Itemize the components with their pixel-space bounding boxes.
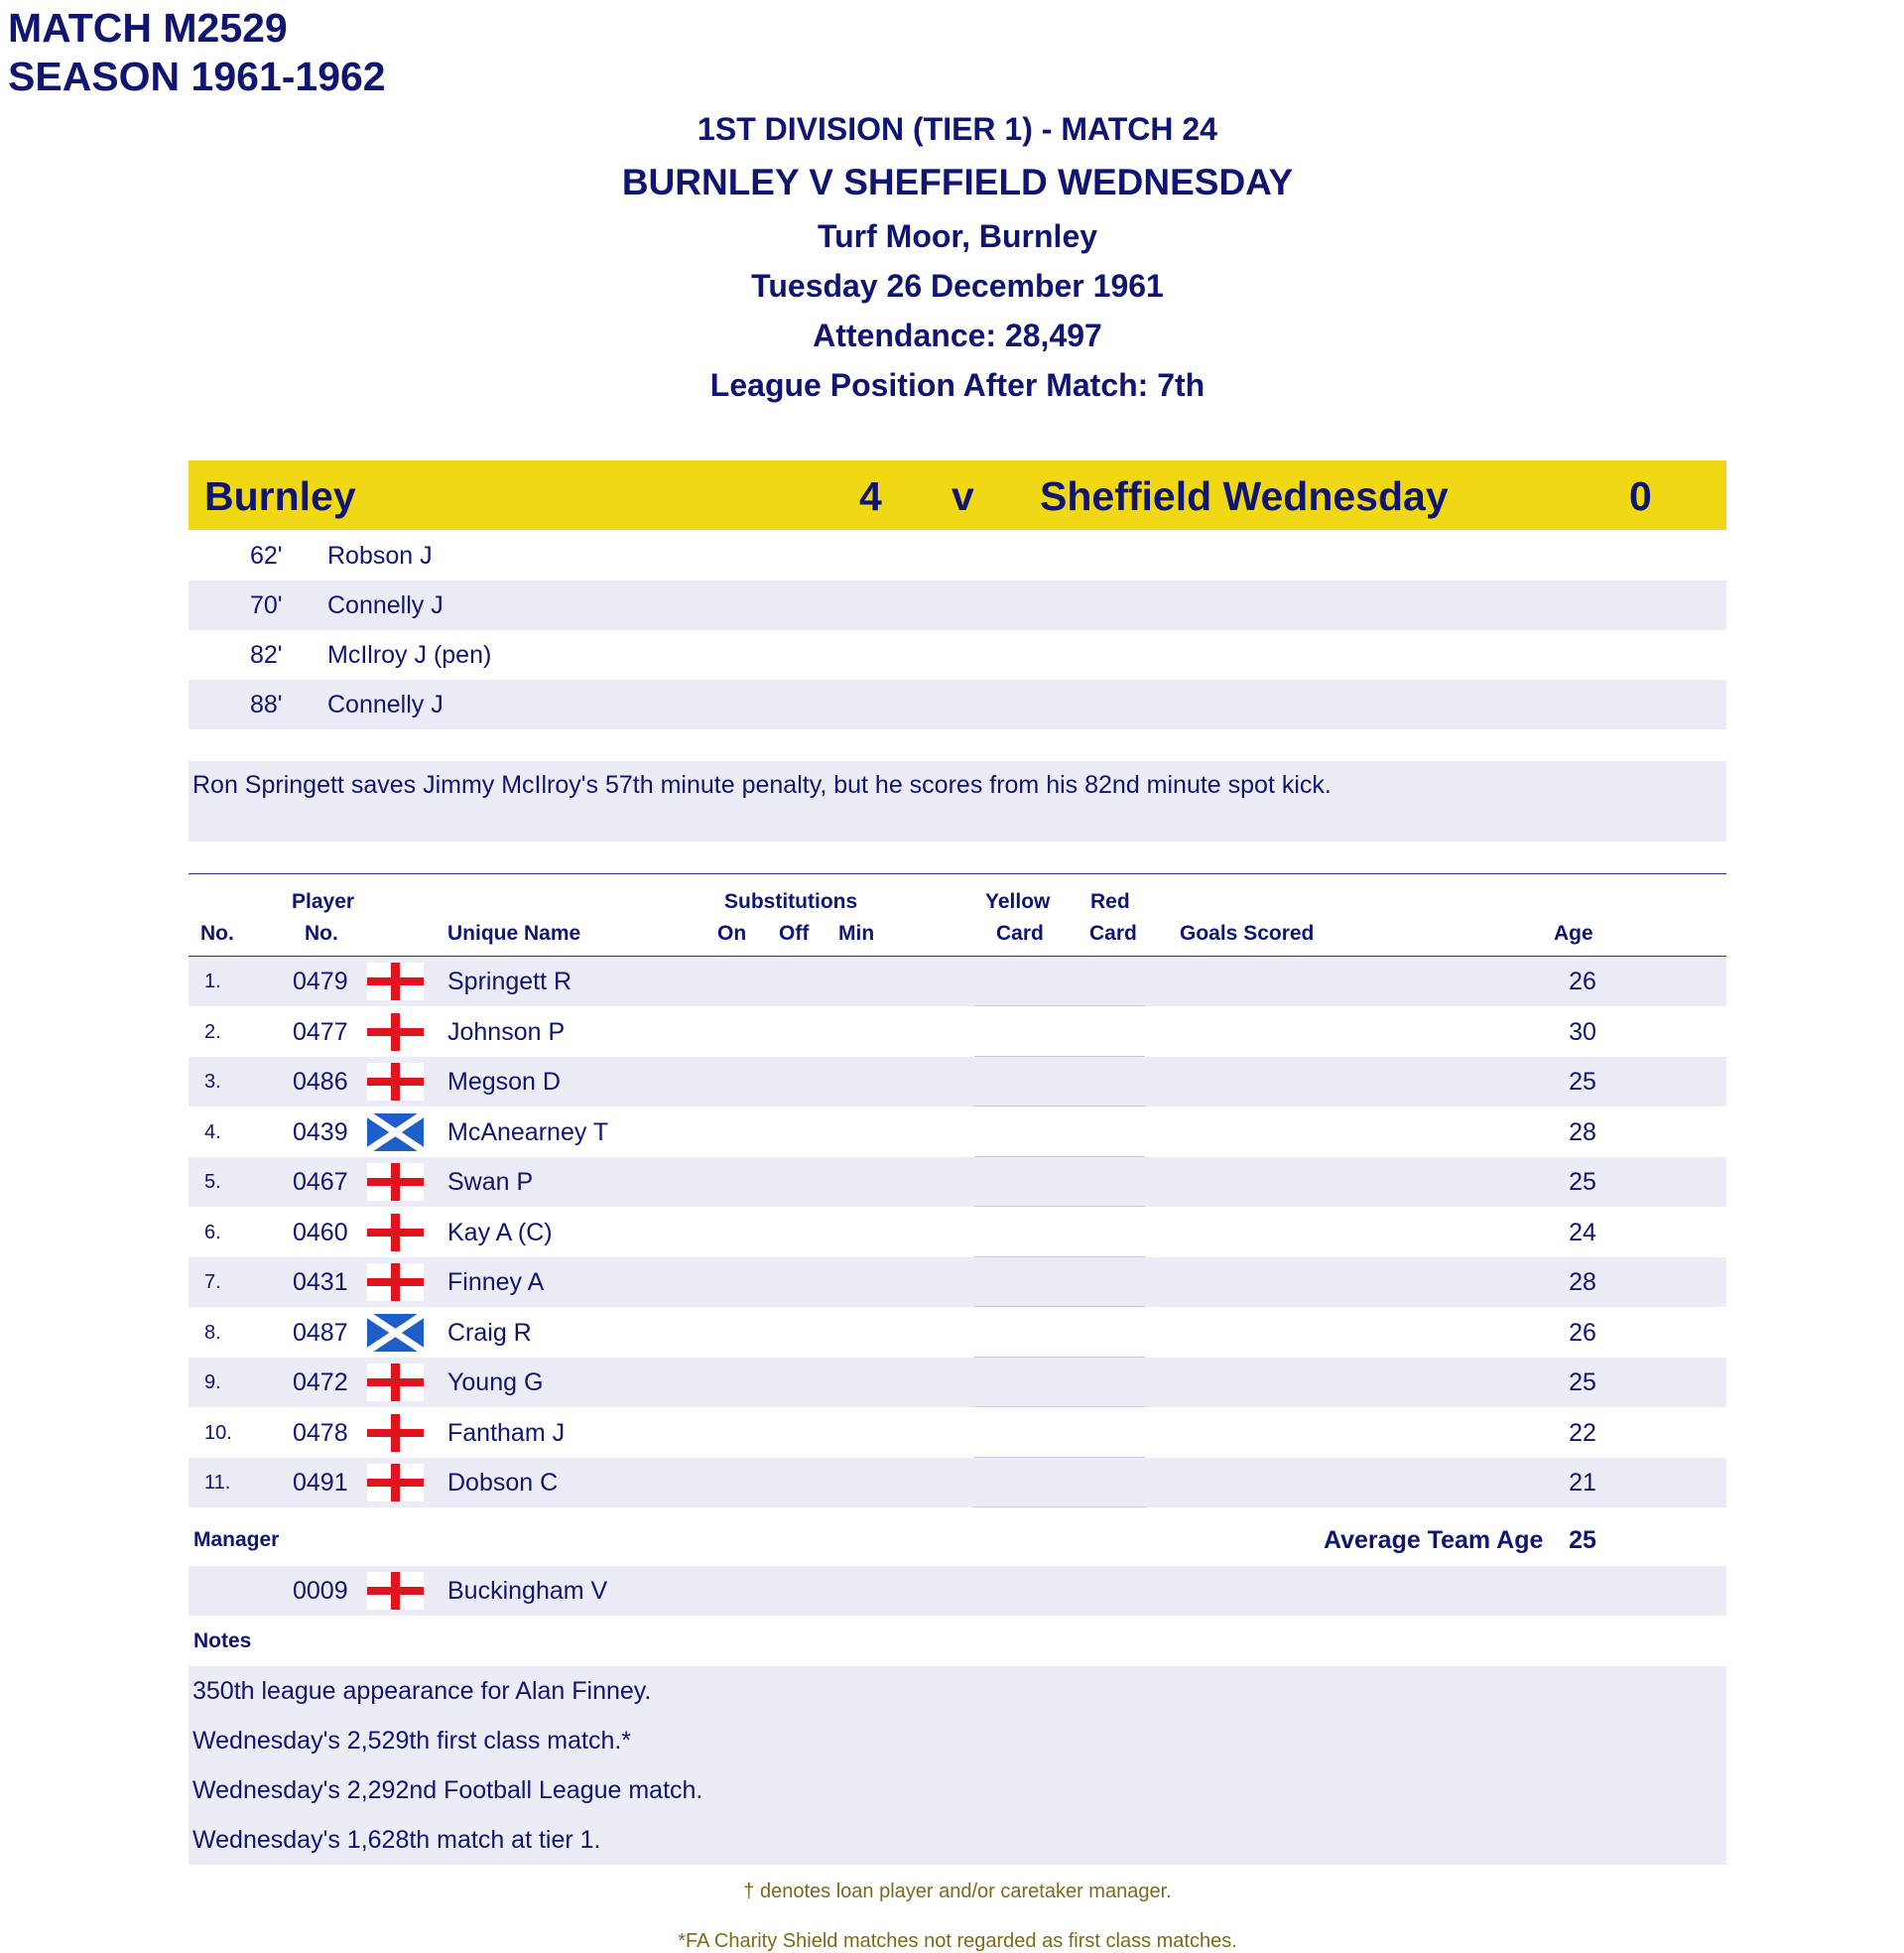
player-name: Young G [447, 1368, 544, 1396]
player-row [189, 1358, 1726, 1407]
player-age: 26 [1569, 968, 1596, 995]
player-index: 8. [204, 1322, 221, 1344]
card-cells [974, 958, 1145, 1006]
goal-scorer: McIlroy J (pen) [327, 641, 492, 669]
goal-row [189, 581, 1726, 630]
player-age: 28 [1569, 1118, 1596, 1146]
col-sub-off: Off [779, 922, 810, 945]
manager-name: Buckingham V [447, 1577, 608, 1605]
footnote-charity: *FA Charity Shield matches not regarded as first class matches. [678, 1930, 1237, 1952]
goal-scorer: Robson J [327, 542, 433, 570]
player-age: 30 [1569, 1018, 1596, 1046]
col-sub-on: On [717, 922, 747, 945]
player-age: 21 [1569, 1469, 1596, 1497]
card-cells [974, 1008, 1145, 1057]
away-score: 0 [1629, 473, 1652, 519]
goal-row [189, 531, 1726, 581]
season: SEASON 1961-1962 [8, 54, 386, 99]
player-number: 0439 [293, 1118, 348, 1146]
player-age: 25 [1569, 1168, 1596, 1196]
player-index: 9. [204, 1371, 221, 1393]
footnote-loan: † denotes loan player and/or caretaker manager. [743, 1881, 1172, 1902]
manager-row [189, 1566, 1726, 1616]
scotland-flag-icon [367, 1113, 424, 1151]
player-row [189, 1157, 1726, 1207]
manager-number: 0009 [293, 1577, 348, 1605]
player-number: 0431 [293, 1268, 348, 1296]
england-flag-icon [367, 1063, 424, 1101]
england-flag-icon [367, 1214, 424, 1251]
player-number: 0491 [293, 1469, 348, 1497]
manager-label: Manager [193, 1528, 280, 1551]
venue: Turf Moor, Burnley [817, 218, 1098, 254]
player-index: 11. [204, 1472, 231, 1494]
col-yellow-top: Yellow [985, 890, 1051, 913]
card-cells [974, 1309, 1145, 1358]
average-age-label: Average Team Age [1324, 1526, 1544, 1554]
goal-scorer: Connelly J [327, 691, 444, 718]
player-name: Kay A (C) [447, 1219, 553, 1246]
player-age: 22 [1569, 1419, 1596, 1447]
col-player-top: Player [292, 890, 355, 913]
player-row [189, 957, 1726, 1006]
card-cells [974, 1058, 1145, 1107]
player-row [189, 1458, 1726, 1507]
goal-scorer: Connelly J [327, 591, 444, 619]
player-index: 4. [204, 1121, 221, 1143]
player-row [189, 1308, 1726, 1358]
goal-minute: 88' [250, 691, 283, 718]
player-row [189, 1057, 1726, 1107]
note-item [189, 1666, 1726, 1716]
col-player-bottom: No. [305, 922, 338, 945]
col-no: No. [200, 922, 234, 945]
away-team: Sheffield Wednesday [1040, 473, 1449, 519]
league-position: League Position After Match: 7th [709, 367, 1206, 403]
goal-minute: 62' [250, 542, 283, 570]
england-flag-icon [367, 963, 424, 1000]
col-age: Age [1554, 922, 1593, 945]
table-top-rule [189, 873, 1726, 874]
match-comment-text: Ron Springett saves Jimmy McIlroy's 57th minute penalty, but he scores from his 82nd minute spot kick. [192, 771, 1332, 799]
player-name: Craig R [447, 1319, 532, 1347]
player-age: 28 [1569, 1268, 1596, 1296]
player-row [189, 1208, 1726, 1257]
player-number: 0472 [293, 1368, 348, 1396]
competition: 1ST DIVISION (TIER 1) - MATCH 24 [698, 111, 1217, 147]
score-bar [189, 460, 1726, 530]
card-cells [974, 1258, 1145, 1307]
player-age: 25 [1569, 1068, 1596, 1096]
england-flag-icon [367, 1013, 424, 1051]
match-comment [189, 761, 1726, 842]
player-number: 0477 [293, 1018, 348, 1046]
attendance: Attendance: 28,497 [813, 318, 1102, 353]
player-name: Fantham J [447, 1419, 566, 1447]
note-text: 350th league appearance for Alan Finney. [192, 1677, 652, 1705]
england-flag-icon [367, 1263, 424, 1301]
player-age: 26 [1569, 1319, 1596, 1347]
player-age: 25 [1569, 1368, 1596, 1396]
note-text: Wednesday's 1,628th match at tier 1. [192, 1826, 601, 1854]
col-sub-min: Min [838, 922, 875, 945]
home-team: Burnley [204, 473, 356, 519]
match-date: Tuesday 26 December 1961 [751, 268, 1164, 304]
card-cells [974, 1158, 1145, 1207]
player-index: 10. [204, 1422, 232, 1444]
player-row [189, 1007, 1726, 1057]
player-index: 6. [204, 1222, 221, 1243]
average-age-value: 25 [1569, 1526, 1596, 1554]
col-red-bottom: Card [1089, 922, 1137, 945]
col-goals-scored: Goals Scored [1180, 922, 1315, 945]
card-cells [974, 1359, 1145, 1407]
player-number: 0478 [293, 1419, 348, 1447]
note-text: Wednesday's 2,292nd Football League match. [192, 1776, 703, 1804]
home-score: 4 [859, 473, 882, 519]
scotland-flag-icon [367, 1314, 424, 1352]
player-number: 0467 [293, 1168, 348, 1196]
goal-row [189, 630, 1726, 680]
player-index: 1. [204, 971, 221, 992]
card-cells [974, 1459, 1145, 1507]
match-id: MATCH M2529 [8, 5, 288, 51]
note-item [189, 1815, 1726, 1865]
card-cells [974, 1108, 1145, 1157]
player-row [189, 1408, 1726, 1458]
player-index: 3. [204, 1071, 221, 1093]
notes-label: Notes [193, 1629, 252, 1652]
player-name: Finney A [447, 1268, 545, 1296]
col-red-top: Red [1090, 890, 1130, 913]
col-substitutions: Substitutions [724, 890, 858, 913]
player-row [189, 1107, 1726, 1157]
player-number: 0487 [293, 1319, 348, 1347]
player-name: Johnson P [447, 1018, 566, 1046]
player-row [189, 1257, 1726, 1307]
player-number: 0479 [293, 968, 348, 995]
england-flag-icon [367, 1364, 424, 1401]
col-yellow-bottom: Card [996, 922, 1044, 945]
player-index: 5. [204, 1171, 221, 1193]
note-text: Wednesday's 2,529th first class match.* [192, 1727, 632, 1755]
england-flag-icon [367, 1163, 424, 1201]
england-flag-icon [367, 1464, 424, 1501]
player-name: Dobson C [447, 1469, 559, 1497]
card-cells [974, 1209, 1145, 1257]
versus: v [952, 473, 974, 519]
goal-row [189, 680, 1726, 729]
player-name: Springett R [447, 968, 572, 995]
player-age: 24 [1569, 1219, 1596, 1246]
goal-minute: 82' [250, 641, 283, 669]
goal-minute: 70' [250, 591, 283, 619]
player-name: Swan P [447, 1168, 534, 1196]
player-index: 7. [204, 1271, 221, 1293]
player-index: 2. [204, 1021, 221, 1043]
england-flag-icon [367, 1572, 424, 1610]
player-number: 0486 [293, 1068, 348, 1096]
player-name: Megson D [447, 1068, 561, 1096]
note-item [189, 1765, 1726, 1815]
card-cells [974, 1409, 1145, 1458]
fixture: BURNLEY V SHEFFIELD WEDNESDAY [621, 162, 1294, 202]
player-number: 0460 [293, 1219, 348, 1246]
england-flag-icon [367, 1414, 424, 1452]
col-unique-name: Unique Name [447, 922, 581, 945]
player-name: McAnearney T [447, 1118, 609, 1146]
note-item [189, 1716, 1726, 1765]
